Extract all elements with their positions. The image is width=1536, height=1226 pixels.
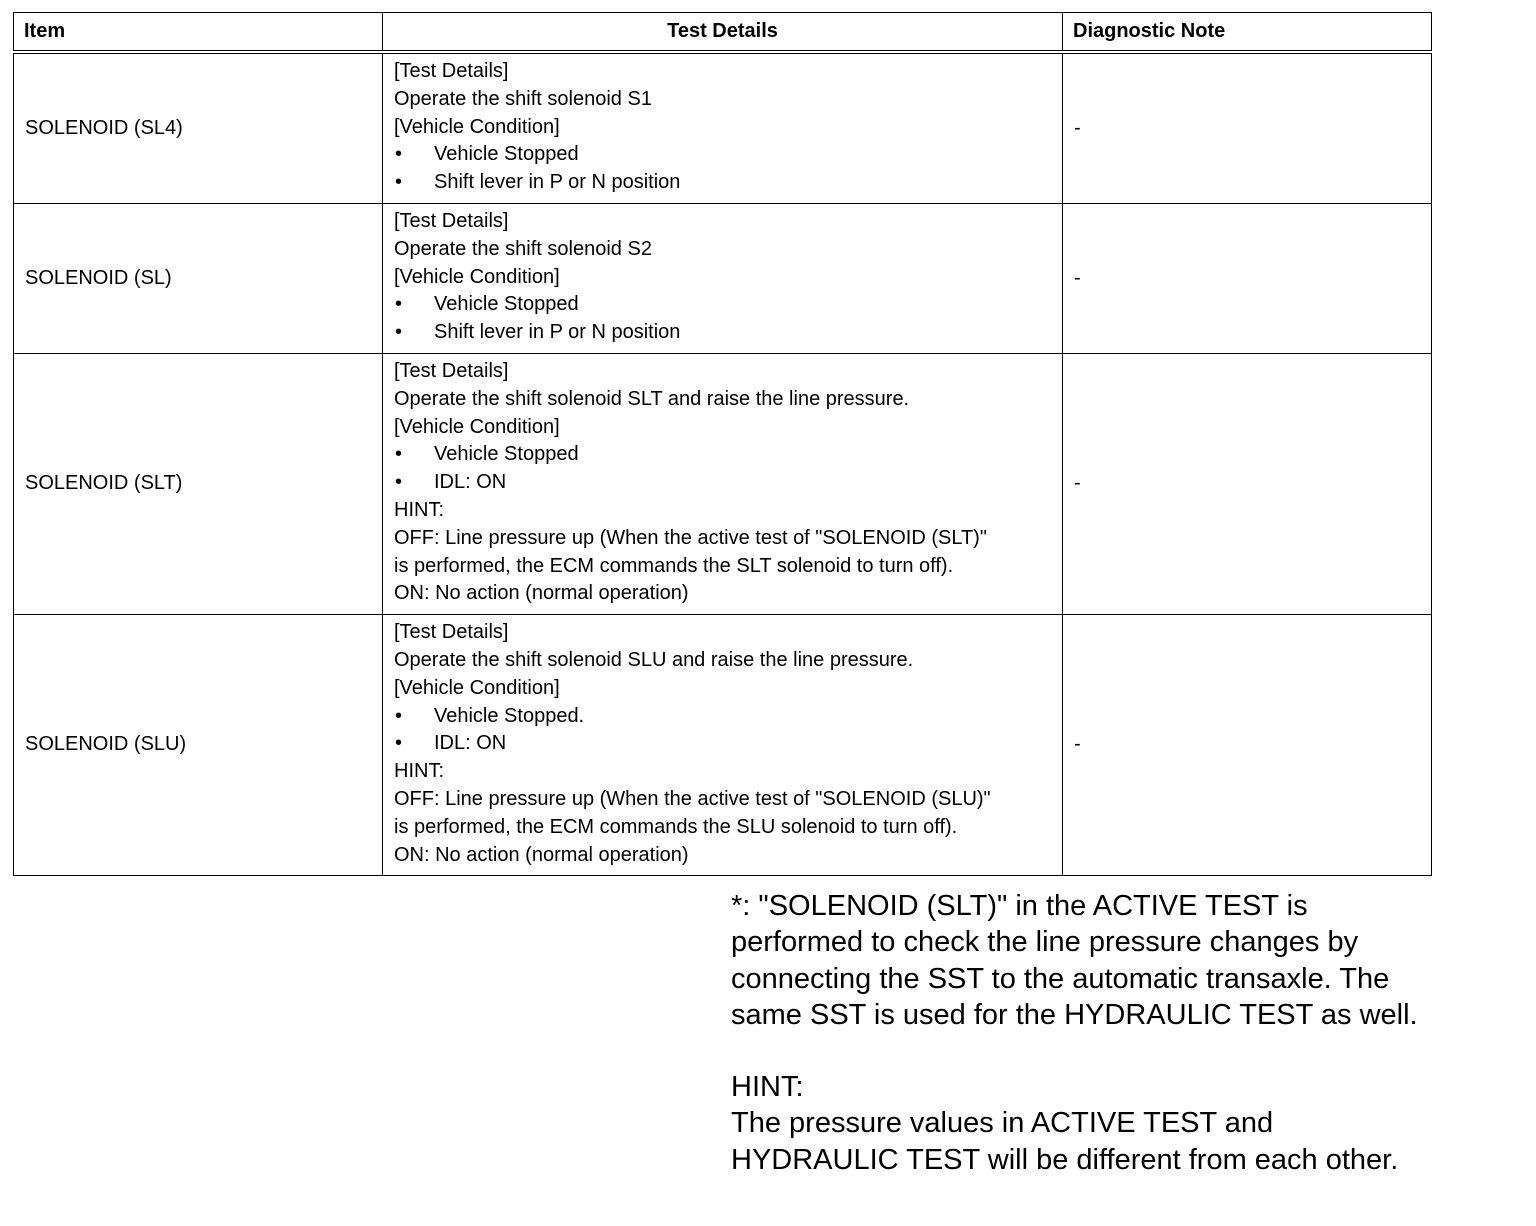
diagnostic-table: [13, 12, 1432, 876]
list-item: [394, 141, 1052, 169]
details-text: Operate the shift solenoid S2: [394, 237, 652, 260]
footnote-line: *: "SOLENOID (SLT)" in the ACTIVE TEST is: [731, 890, 1308, 922]
condition-heading: [Vehicle Condition]: [394, 676, 560, 699]
details-text: Operate the shift solenoid SLT and raise the line pressure.: [394, 387, 910, 410]
condition-text: Vehicle Stopped: [434, 143, 579, 166]
condition-text: Shift lever in P or N position: [434, 171, 681, 194]
test-details-cell: [383, 52, 1063, 203]
test-details-cell: [383, 615, 1063, 876]
details-heading: [Test Details]: [394, 621, 509, 644]
footnote-line: performed to check the line pressure changes by: [731, 926, 1359, 959]
condition-heading: [Vehicle Condition]: [394, 265, 560, 288]
item-cell: SOLENOID (SL4): [14, 52, 383, 203]
footnote: [731, 888, 1521, 1178]
hint-text: OFF: Line pressure up (When the active test of "SOLENOID (SLT)": [394, 526, 987, 549]
footnote-line: same SST is used for the HYDRAULIC TEST as well.: [731, 998, 1418, 1031]
bullet-icon: •: [395, 293, 403, 316]
table-row: [14, 353, 1432, 614]
hint-text: OFF: Line pressure up (When the active test of "SOLENOID (SLU)": [394, 787, 991, 810]
footnote-line: connecting the SST to the automatic transaxle. The: [731, 962, 1390, 995]
item-cell: SOLENOID (SLT): [14, 353, 383, 614]
details-heading: [Test Details]: [394, 359, 509, 382]
list-item: [394, 319, 1052, 347]
details-text: Operate the shift solenoid S1: [394, 87, 652, 110]
condition-heading: [Vehicle Condition]: [394, 115, 560, 138]
bullet-icon: •: [395, 143, 403, 166]
diagnostic-note-cell: -: [1063, 615, 1432, 876]
header-test-details: Test Details: [383, 13, 1063, 53]
table-row: [14, 203, 1432, 353]
condition-text: IDL: ON: [434, 471, 507, 494]
details-text: Operate the shift solenoid SLU and raise the line pressure.: [394, 648, 914, 671]
condition-heading: [Vehicle Condition]: [394, 415, 560, 438]
table-row: [14, 615, 1432, 876]
hint-text: is performed, the ECM commands the SLT solenoid to turn off).: [394, 554, 954, 577]
bullet-icon: •: [395, 443, 403, 466]
list-item: [394, 441, 1052, 469]
hint-label: HINT:: [394, 498, 444, 521]
bullet-icon: •: [395, 171, 403, 194]
list-item: [394, 469, 1052, 497]
details-heading: [Test Details]: [394, 60, 509, 82]
item-cell: SOLENOID (SL): [14, 203, 383, 353]
footnote-hint-label: HINT:: [731, 1071, 804, 1104]
test-details-cell: [383, 203, 1063, 353]
bullet-icon: •: [395, 471, 403, 494]
header-item: Item: [14, 13, 383, 53]
bullet-icon: •: [395, 732, 403, 755]
list-item: [394, 703, 1052, 731]
item-cell: SOLENOID (SLU): [14, 615, 383, 876]
table-row: [14, 52, 1432, 203]
list-item: [394, 730, 1052, 758]
condition-text: Shift lever in P or N position: [434, 321, 681, 344]
footnote-hint-line: HYDRAULIC TEST will be different from each other.: [731, 1143, 1399, 1176]
diagnostic-note-cell: -: [1063, 52, 1432, 203]
footnote-hint-line: The pressure values in ACTIVE TEST and: [731, 1107, 1274, 1140]
list-item: [394, 169, 1052, 197]
bullet-icon: •: [395, 704, 403, 727]
hint-text: ON: No action (normal operation): [394, 582, 689, 605]
hint-text: ON: No action (normal operation): [394, 843, 689, 866]
diagnostic-note-cell: -: [1063, 203, 1432, 353]
condition-text: IDL: ON: [434, 732, 507, 755]
table-header-row: [14, 13, 1432, 53]
test-details-cell: [383, 353, 1063, 614]
footnote-spacer: [731, 1033, 1521, 1069]
condition-text: Vehicle Stopped.: [434, 704, 585, 727]
condition-text: Vehicle Stopped: [434, 293, 579, 316]
list-item: [394, 291, 1052, 319]
condition-text: Vehicle Stopped: [434, 443, 579, 466]
bullet-icon: •: [395, 321, 403, 344]
details-heading: [Test Details]: [394, 209, 509, 232]
header-diagnostic-note: Diagnostic Note: [1063, 13, 1432, 53]
diagnostic-note-cell: -: [1063, 353, 1432, 614]
hint-text: is performed, the ECM commands the SLU solenoid to turn off).: [394, 815, 958, 838]
hint-label: HINT:: [394, 760, 444, 783]
